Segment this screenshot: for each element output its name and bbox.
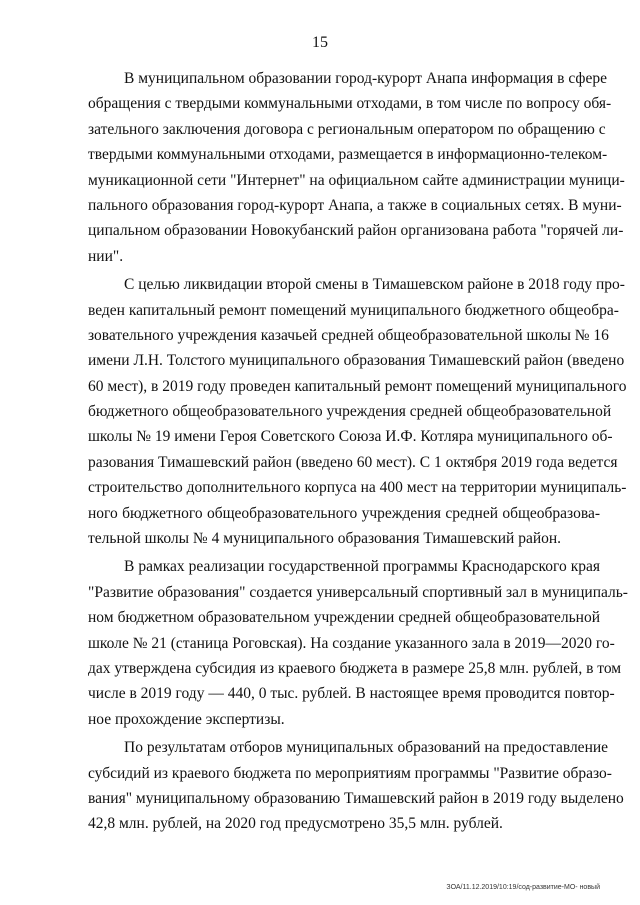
- text-line: В рамках реализации государственной программы Краснодарского края: [124, 558, 600, 576]
- document-footer: ЗОА/11.12.2019/10:19/сод-развитие-МО- новый: [446, 884, 600, 891]
- paragraph: [88, 735, 624, 837]
- text-line: веден капитальный ремонт помещений муниципального бюджетного общеобра-: [88, 301, 619, 319]
- document-body: [88, 66, 628, 840]
- text-line: нии".: [88, 247, 124, 265]
- page-number: 15: [312, 34, 328, 51]
- text-line: имени Л.Н. Толстого муниципального образования Тимашевский район (введено: [88, 352, 625, 370]
- text-line: вания" муниципальному образованию Тимашевский район в 2019 году выделено: [88, 789, 624, 807]
- text-line: ного бюджетного общеобразовательного учреждения средней общеобразова-: [88, 504, 600, 522]
- text-line: разования Тимашевский район (введено 60 мест). С 1 октября 2019 года ведется: [88, 453, 618, 471]
- text-line: пального образования город-курорт Анапа, а также в социальных сетях. В муни-: [88, 196, 622, 214]
- text-line: С целью ликвидации второй смены в Тимашевском районе в 2018 году про-: [124, 276, 625, 294]
- text-line: 60 мест), в 2019 году проведен капитальный ремонт помещений муниципального: [88, 377, 627, 395]
- text-line: обращения с твердыми коммунальными отходами, в том числе по вопросу обя-: [88, 95, 612, 113]
- text-line: ное прохождение экспертизы.: [88, 710, 285, 728]
- text-line: бюджетного общеобразовательного учреждения средней общеобразовательной: [88, 403, 612, 421]
- text-line: тельной школы № 4 муниципального образования Тимашевский район.: [88, 530, 562, 548]
- text-line: школы № 19 имени Героя Советского Союза И.Ф. Котляра муниципального об-: [88, 428, 613, 446]
- text-line: школе № 21 (станица Роговская). На создание указанного зала в 2019—2020 го-: [88, 634, 615, 652]
- text-line: числе в 2019 году — 440, 0 тыс. рублей. В настоящее время проводится повтор-: [88, 685, 615, 703]
- text-line: зательного заключения договора с региональным оператором по обращению с: [88, 120, 606, 138]
- paragraph: [88, 554, 628, 732]
- text-line: субсидий из краевого бюджета по мероприятиям программы "Развитие образо-: [88, 764, 612, 782]
- text-line: дах утверждена субсидия из краевого бюджета в размере 25,8 млн. рублей, в том: [88, 659, 622, 677]
- text-line: ном бюджетном образовательном учреждении средней общеобразовательной: [88, 609, 600, 627]
- paragraph: [88, 66, 625, 269]
- text-line: В муниципальном образовании город-курорт Анапа информация в сфере: [124, 70, 607, 87]
- text-line: "Развитие образования" создается универсальный спортивный зал в муниципаль-: [88, 583, 628, 601]
- text-line: строительство дополнительного корпуса на 400 мест на территории муниципаль-: [88, 479, 627, 497]
- text-line: По результатам отборов муниципальных образований на предоставление: [124, 739, 609, 757]
- text-line: ципальном образовании Новокубанский район организована работа "горячей ли-: [88, 222, 624, 240]
- text-line: 42,8 млн. рублей, на 2020 год предусмотрено 35,5 млн. рублей.: [88, 815, 503, 833]
- text-line: зовательного учреждения казачьей средней общеобразовательной школы № 16: [88, 326, 609, 344]
- text-line: муникационной сети "Интернет" на официальном сайте администрации муници-: [88, 171, 625, 189]
- text-line: твердыми коммунальными отходами, размещается в информационно-телеком-: [88, 146, 608, 164]
- paragraph: [88, 272, 627, 551]
